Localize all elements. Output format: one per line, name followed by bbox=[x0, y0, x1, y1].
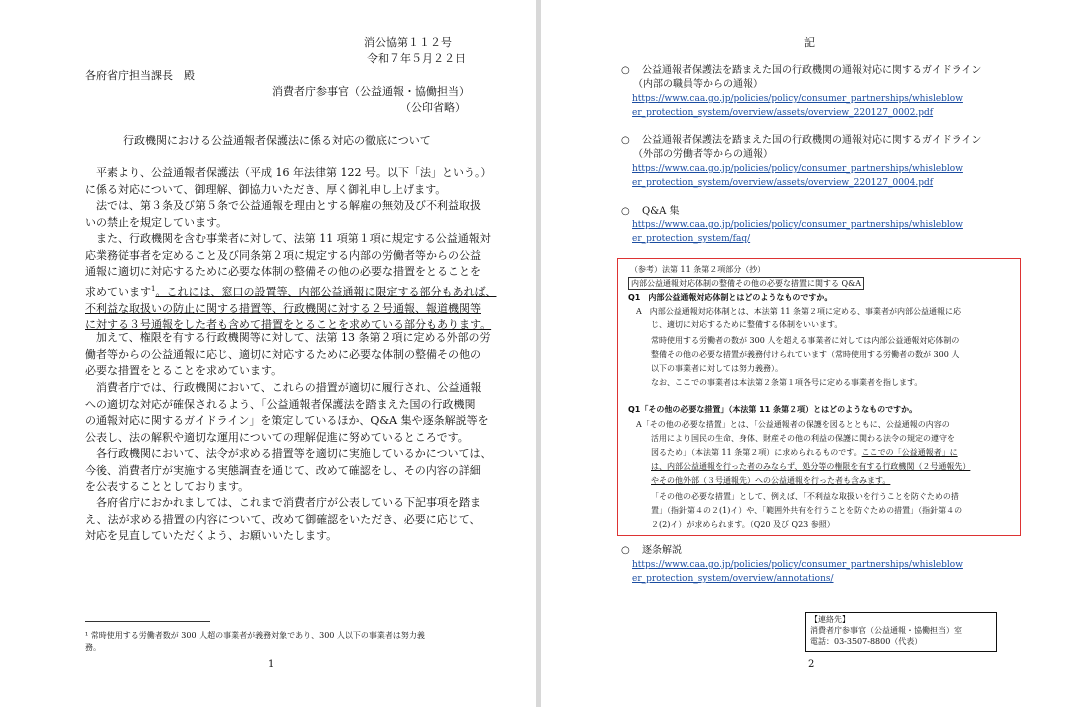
answer-2-line-2: 活用により国民の生命、身体、財産その他の利益の保護に関わる法令の規定の遵守を bbox=[651, 434, 955, 443]
item2-title: 公益通報者保護法を踏まえた国の行政機関の通報対応に関するガイドライン bbox=[642, 135, 982, 146]
paragraph-5: 消費者庁では、行政機関において、これらの措置が適切に履行され、公益通報 への適切な対応が確保されるよう、「公益通報者保護法を踏まえた国の行政機関 の通報対応に関するガイドライン」を策定しているほか、Q&A 集や逐条解説等を 公表し、法の解釈や適切な運用についての理解促進に努めているところです。 bbox=[85, 381, 489, 444]
item4-url-line2[interactable]: er_protection_system/overview/annotations/ bbox=[632, 574, 834, 584]
item2-url-line2[interactable]: er_protection_system/overview/assets/overview_220127_0004.pdf bbox=[632, 178, 934, 188]
item3-url-line1[interactable]: https://www.caa.go.jp/policies/policy/consumer_partnerships/whisleblow bbox=[632, 220, 963, 230]
answer-1-line-1: A 内部公益通報対応体制とは、本法第 11 条第２項に定める、事業者が内部公益通報に応 bbox=[636, 307, 962, 316]
item4-url-line1[interactable]: https://www.caa.go.jp/policies/policy/consumer_partnerships/whisleblow bbox=[632, 560, 963, 570]
answer-2-line-8: ２(2)イ）が求められます。（Q20 及び Q23 参照） bbox=[651, 520, 835, 529]
item1-url-line2[interactable]: er_protection_system/overview/assets/overview_220127_0002.pdf bbox=[632, 108, 934, 118]
item4-bullet: ○ bbox=[621, 545, 630, 556]
contact-department: 消費者庁参事官（公益通報・協働担当）室 bbox=[810, 626, 962, 635]
paragraph-3: また、行政機関を含む事業者に対して、法第 11 項第１項に規定する公益通報対 応業務従事者を定めること及び同条第２項に規定する内部の労働者等からの公益 通報に適切に対応するために必要な体制の整備その他の必要な措置をとることを 求めています$^1$。これには、窓口の設置等、内部公益通報に限定する部分もあれば、 不利益な取扱いの防止に関する措置等、行政機関に対する２号通報、報道機関等 に対する３号通報をした者も含めて措置をとることを求めている部分もあります。 bbox=[85, 232, 497, 332]
page-number-2: 2 bbox=[808, 659, 815, 670]
answer-2-line-5: やその他外部（３号通報先）への公益通報を行った者も含みます。 bbox=[651, 476, 891, 485]
item2-bullet: ○ bbox=[621, 135, 630, 146]
seal-omitted: （公印省略） bbox=[400, 101, 466, 114]
reference-subtitle: 内部公益通報対応体制の整備その他の必要な措置に関する Q&A bbox=[628, 277, 864, 290]
item1-bullet: ○ bbox=[621, 65, 630, 76]
footnote-line-2: 務。 bbox=[85, 643, 101, 652]
item3-title: Q&A 集 bbox=[642, 206, 680, 217]
document-title: 行政機関における公益通報者保護法に係る対応の徹底について bbox=[123, 134, 431, 147]
doc-date: 令和７年５月２２日 bbox=[367, 52, 466, 65]
answer-2-line-4: は、内部公益通報を行った者のみならず、処分等の権限を有する行政機関（２号通報先） bbox=[651, 462, 971, 471]
paragraph-6: 各行政機関において、法令が求める措置等を適切に実施しているかについては、 今後、消費者庁が実施する実態調査を通じて、改めて確認をし、その内容の詳細 を公表することとしております。 bbox=[85, 447, 492, 493]
paragraph-2: 法では、第３条及び第５条で公益通報を理由とする解雇の無効及び不利益取扱 いの禁止を規定しています。 bbox=[85, 199, 481, 229]
paragraph-4: 加えて、権限を有する行政機関等に対して、法第 13 条第２項に定める外部の労 働者等からの公益通報に応じ、適切に対応するために必要な体制の整備その他の 必要な措置をとることを求めています。 bbox=[85, 331, 491, 377]
footnote-line-1: ¹ 常時使用する労働者数が 300 人超の事業者が義務対象であり、300 人以下の事業者は努力義 bbox=[85, 631, 425, 640]
item2-subtitle: （外部の労働者等からの通報） bbox=[633, 149, 773, 160]
contact-box bbox=[805, 612, 997, 652]
answer-2-line-7: 置」（指針第４の２(1)イ）や、「範囲外共有を行うことを防ぐための措置」（指針第４の bbox=[651, 506, 963, 515]
answer-2-line-1: A「その他の必要な措置」とは、「公益通報者の保護を図るとともに、公益通報の内容の bbox=[636, 420, 950, 429]
item1-url-line1[interactable]: https://www.caa.go.jp/policies/policy/consumer_partnerships/whisleblow bbox=[632, 94, 963, 104]
answer-1-line-4: 整備その他の必要な措置が義務付けられています（常時使用する労働者の数が 300 人 bbox=[651, 350, 960, 359]
item1-subtitle: （内部の職員等からの通報） bbox=[633, 79, 763, 90]
question-1: Q1 内部公益通報対応体制とはどのようなものですか。 bbox=[628, 293, 833, 302]
item1-title: 公益通報者保護法を踏まえた国の行政機関の通報対応に関するガイドライン bbox=[642, 65, 982, 76]
item3-bullet: ○ bbox=[621, 206, 630, 217]
footnote-ref: 1 bbox=[151, 284, 156, 293]
answer-1-line-3: 常時使用する労働者の数が 300 人を超える事業者に対しては内部公益通報対応体制の bbox=[651, 336, 960, 345]
contact-phone: 電話：03-3507-8800（代表） bbox=[810, 637, 923, 646]
contact-label: 【連絡先】 bbox=[810, 615, 850, 624]
reference-box bbox=[617, 258, 1021, 536]
answer-1-line-6: なお、ここでの事業者は本法第２条第１項各号に定める事業者を指します。 bbox=[651, 378, 923, 387]
doc-number: 消公協第１１２号 bbox=[364, 36, 452, 49]
addressee: 各府省庁担当課長 殿 bbox=[85, 69, 195, 82]
page-number-1: 1 bbox=[268, 659, 275, 670]
answer-2-line-3: 図るため」（本法第 11 条第２項）に求められるものです。ここでの「公益通報者」に bbox=[651, 448, 958, 457]
paragraph-1: 平素より、公益通報者保護法（平成 16 年法律第 122 号。以下「法」という。） に係る対応について、御理解、御協力いただき、厚く御礼申し上げます。 bbox=[85, 166, 492, 196]
question-2: Q1「その他の必要な措置」（本法第 11 条第２項）とはどのようなものですか。 bbox=[628, 405, 918, 414]
footnote-rule bbox=[85, 621, 210, 622]
reference-label: （参考）法第 11 条第２項部分（抄） bbox=[630, 265, 766, 274]
paragraph-7: 各府省庁におかれましては、これまで消費者庁が公表している下記事項を踏ま え、法が求める措置の内容について、改めて御確認をいただき、必要に応じて、 対応を見直していただくよう、お願いいたします。 bbox=[85, 496, 481, 542]
answer-1-line-2: じ、適切に対応するために整備する体制をいいます。 bbox=[651, 320, 843, 329]
item2-url-line1[interactable]: https://www.caa.go.jp/policies/policy/consumer_partnerships/whisleblow bbox=[632, 164, 963, 174]
sender: 消費者庁参事官（公益通報・協働担当） bbox=[272, 85, 470, 98]
item4-title: 逐条解説 bbox=[642, 545, 682, 556]
answer-1-line-5: 以下の事業者に対しては努力義務）。 bbox=[651, 364, 783, 373]
item3-url-line2[interactable]: er_protection_system/faq/ bbox=[632, 234, 751, 244]
heading-ki: 記 bbox=[804, 36, 815, 49]
answer-2-line-6: 「その他の必要な措置」として、例えば、「不利益な取扱いを行うことを防ぐための措 bbox=[651, 492, 959, 501]
